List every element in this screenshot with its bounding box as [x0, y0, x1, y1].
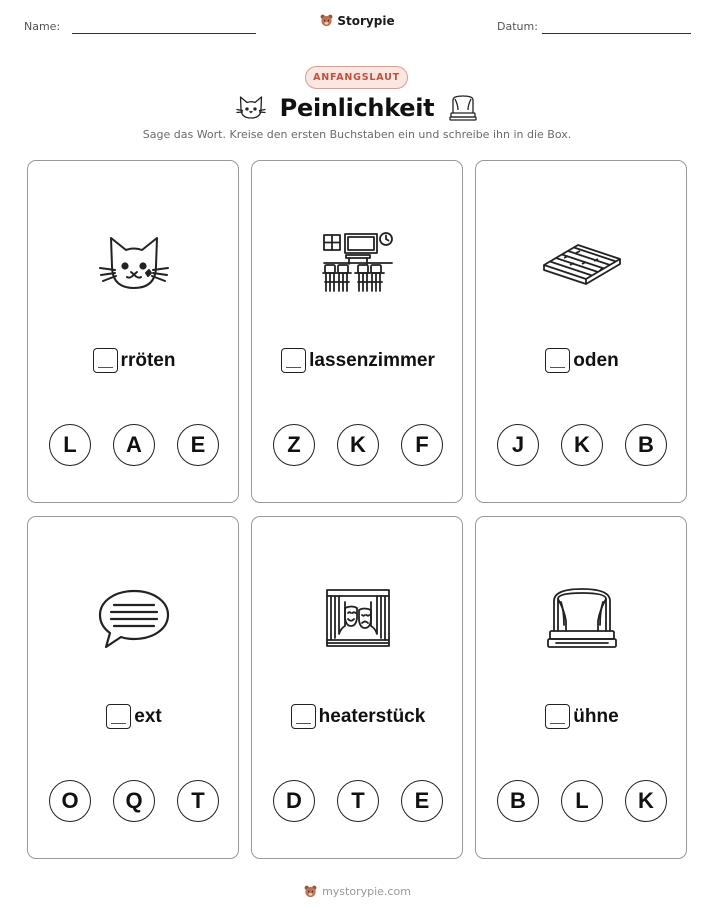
letter-choices — [252, 780, 464, 822]
brand-logo — [0, 13, 714, 28]
stage-icon — [476, 579, 688, 659]
word-ending: rröten — [120, 349, 176, 371]
brand-name: Storypie — [337, 13, 395, 28]
answer-box[interactable] — [106, 704, 131, 729]
storypie-mascot-icon — [303, 884, 318, 899]
letter-option[interactable]: O — [49, 780, 91, 822]
letter-choices — [476, 424, 688, 466]
date-label: Datum: — [497, 20, 538, 33]
word-row — [252, 348, 464, 373]
word-card — [475, 160, 687, 503]
answer-box[interactable] — [93, 348, 118, 373]
word-card — [251, 160, 463, 503]
letter-choices — [28, 424, 240, 466]
date-line[interactable] — [542, 33, 691, 34]
word-row — [476, 348, 688, 373]
letter-option[interactable]: T — [177, 780, 219, 822]
letter-option[interactable]: L — [49, 424, 91, 466]
letter-option[interactable]: L — [561, 780, 603, 822]
word-card — [27, 516, 239, 859]
letter-option[interactable]: D — [273, 780, 315, 822]
letter-option[interactable]: B — [625, 424, 667, 466]
page-title: Peinlichkeit — [279, 94, 435, 122]
word-card — [27, 160, 239, 503]
footer — [0, 884, 714, 899]
name-line[interactable] — [72, 33, 256, 34]
answer-box[interactable] — [291, 704, 316, 729]
word-card — [475, 516, 687, 859]
word-row — [252, 704, 464, 729]
word-ending: ext — [134, 705, 162, 727]
word-ending: heaterstück — [318, 705, 426, 727]
letter-option[interactable]: T — [337, 780, 379, 822]
letter-option[interactable]: A — [113, 424, 155, 466]
letter-option[interactable]: K — [337, 424, 379, 466]
letter-option[interactable]: B — [497, 780, 539, 822]
category-badge: ANFANGSLAUT — [305, 66, 408, 89]
stage-icon — [448, 93, 478, 123]
letter-option[interactable]: Q — [113, 780, 155, 822]
letter-option[interactable]: E — [401, 780, 443, 822]
classroom-icon — [252, 223, 464, 303]
storypie-mascot-icon — [319, 13, 334, 28]
letter-option[interactable]: Z — [273, 424, 315, 466]
letter-choices — [28, 780, 240, 822]
letter-option[interactable]: E — [177, 424, 219, 466]
speech-bubble-icon — [28, 579, 240, 659]
floorboard-icon — [476, 223, 688, 303]
word-ending: oden — [573, 349, 619, 371]
letter-choices — [252, 424, 464, 466]
instructions: Sage das Wort. Kreise den ersten Buchstaben ein und schreibe ihn in die Box. — [142, 128, 572, 141]
footer-url[interactable]: mystorypie.com — [322, 885, 411, 898]
name-label: Name: — [24, 20, 61, 33]
answer-box[interactable] — [545, 704, 570, 729]
letter-choices — [476, 780, 688, 822]
theater-masks-icon — [252, 579, 464, 659]
letter-option[interactable]: K — [625, 780, 667, 822]
word-ending: ühne — [573, 705, 619, 727]
answer-box[interactable] — [545, 348, 570, 373]
word-row — [28, 704, 240, 729]
word-row — [28, 348, 240, 373]
cat-icon — [236, 94, 266, 122]
letter-option[interactable]: K — [561, 424, 603, 466]
letter-option[interactable]: F — [401, 424, 443, 466]
title-row — [0, 92, 714, 124]
letter-option[interactable]: J — [497, 424, 539, 466]
word-row — [476, 704, 688, 729]
cat-icon — [28, 223, 240, 303]
word-ending: lassenzimmer — [309, 349, 435, 371]
answer-box[interactable] — [281, 348, 306, 373]
word-card — [251, 516, 463, 859]
